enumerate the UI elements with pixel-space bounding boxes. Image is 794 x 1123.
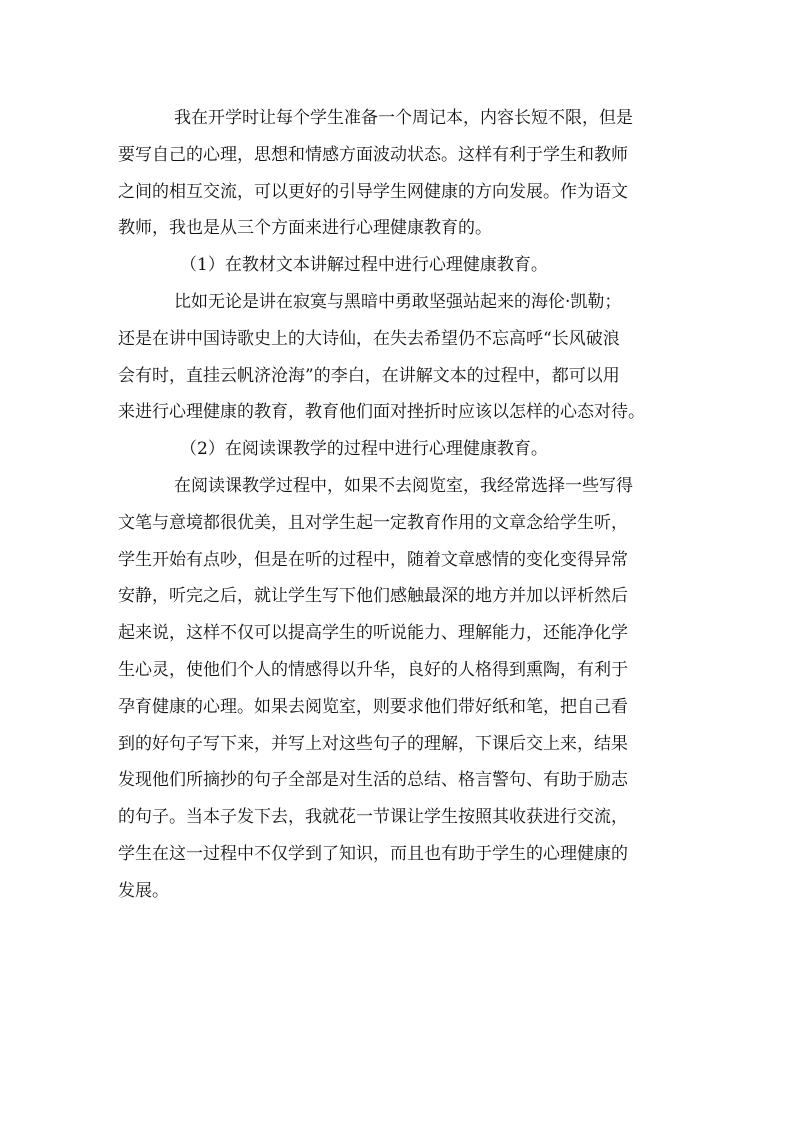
paragraph-3-line-3: 学生开始有点吵，但是在听的过程中，随着文章感情的变化变得异常: [118, 549, 628, 570]
paragraph-2-line-4: 来进行心理健康的教育，教育他们面对挫折时应该以怎样的心态对待。: [118, 402, 645, 423]
paragraph-2-line-2: 还是在讲中国诗歌史上的大诗仙，在失去希望仍不忘高呼“长风破浪: [118, 328, 620, 349]
paragraph-3-line-7: 孕育健康的心理。如果去阅览室，则要求他们带好纸和笔，把自己看: [118, 696, 628, 717]
paragraph-3-line-2: 文笔与意境都很优美，且对学生起一定教育作用的文章念给学生听，: [118, 512, 628, 533]
paragraph-2-line-1: 比如无论是讲在寂寞与黑暗中勇敢坚强站起来的海伦·凯勒；: [174, 291, 622, 312]
paragraph-3-line-6: 生心灵，使他们个人的情感得以升华，良好的人格得到熏陶，有利于: [118, 659, 628, 680]
paragraph-3-line-1: 在阅读课教学过程中，如果不去阅览室，我经常选择一些写得: [174, 475, 633, 496]
paragraph-2-line-3: 会有时，直挂云帆济沧海”的李白，在讲解文本的过程中，都可以用: [118, 365, 620, 386]
paragraph-3-line-10: 的句子。当本子发下去，我就花一节课让学生按照其收获进行交流，: [118, 807, 628, 828]
paragraph-3-line-4: 安静，听完之后，就让学生写下他们感触最深的地方并加以评析然后: [118, 586, 628, 607]
paragraph-1-line-2: 要写自己的心理，思想和情感方面波动状态。这样有利于学生和教师: [118, 144, 628, 165]
paragraph-3-line-8: 到的好句子写下来，并写上对这些句子的理解，下课后交上来，结果: [118, 733, 628, 754]
paragraph-1-line-3: 之间的相互交流，可以更好的引导学生网健康的方向发展。作为语文: [118, 181, 628, 202]
paragraph-3-line-12: 发展。: [118, 880, 169, 901]
paragraph-3-line-9: 发现他们所摘抄的句子全部是对生活的总结、格言警句、有助于励志: [118, 770, 628, 791]
paragraph-3-line-5: 起来说，这样不仅可以提高学生的听说能力、理解能力，还能净化学: [118, 623, 628, 644]
section-heading-1: （1）在教材文本讲解过程中进行心理健康教育。: [180, 255, 548, 276]
paragraph-1-line-4: 教师，我也是从三个方面来进行心理健康教育的。: [118, 218, 492, 239]
paragraph-1-line-1: 我在开学时让每个学生准备一个周记本，内容长短不限，但是: [174, 108, 633, 128]
section-heading-2: （2）在阅读课教学的过程中进行心理健康教育。: [180, 439, 548, 460]
document-body: [118, 100, 678, 910]
paragraph-3-line-11: 学生在这一过程中不仅学到了知识，而且也有助于学生的心理健康的: [118, 843, 628, 864]
